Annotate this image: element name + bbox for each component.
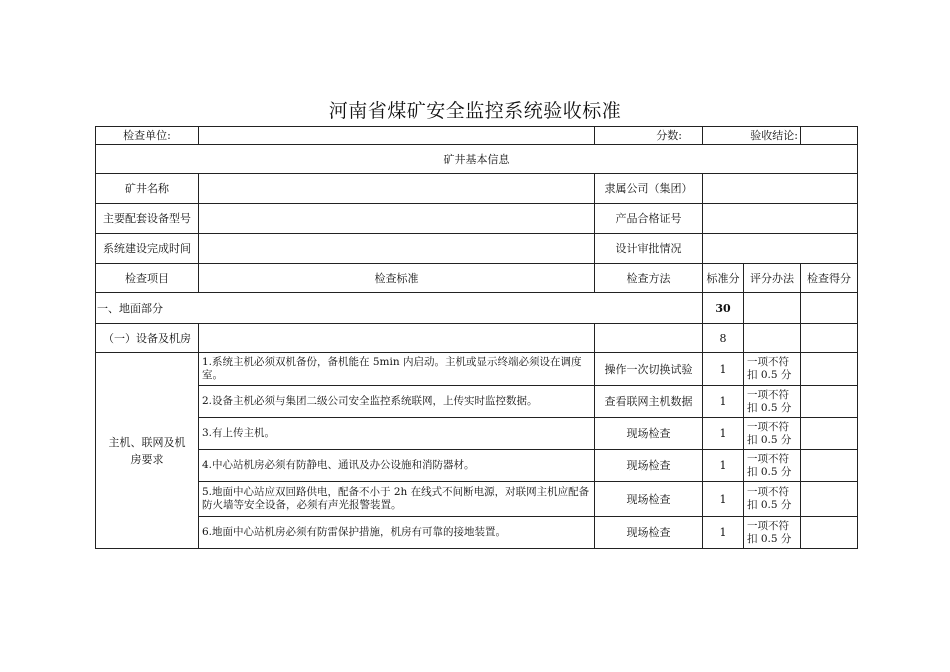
row-standard: 1.系统主机必须双机备份，备机能在 5min 内启动。主机或显示终端必须设在调度室。 xyxy=(199,353,595,386)
part-score: 30 xyxy=(703,293,744,324)
subsection-scoring xyxy=(744,324,801,353)
mine-name-value[interactable] xyxy=(199,174,595,204)
row-method: 操作一次切换试验 xyxy=(595,353,703,386)
row-standard: 2.设备主机必须与集团二级公司安全监控系统联网，上传实时监控数据。 xyxy=(199,386,595,418)
col-item: 检查项目 xyxy=(96,264,199,293)
mine-name-label: 矿井名称 xyxy=(96,174,199,204)
row-scoring: 一项不符扣 0.5 分 xyxy=(744,517,801,549)
row-result[interactable] xyxy=(801,517,858,549)
completion-time-label: 系统建设完成时间 xyxy=(96,234,199,264)
design-approval-label: 设计审批情况 xyxy=(595,234,703,264)
col-result: 检查得分 xyxy=(801,264,858,293)
cert-no-value[interactable] xyxy=(703,204,858,234)
table-row xyxy=(96,450,858,482)
header-row xyxy=(96,127,858,145)
design-approval-value[interactable] xyxy=(703,234,858,264)
subsection-label: （一）设备及机房 xyxy=(96,324,199,353)
col-standard: 检查标准 xyxy=(199,264,595,293)
row-standard: 5.地面中心站应双回路供电，配备不小于 2h 在线式不间断电源，对联网主机应配备防火墙等安全设备，必须有声光报警装置。 xyxy=(199,482,595,517)
row-score: 1 xyxy=(703,517,744,549)
column-header-row xyxy=(96,264,858,293)
subsection-row xyxy=(96,324,858,353)
subsection-method xyxy=(595,324,703,353)
row-scoring: 一项不符扣 0.5 分 xyxy=(744,450,801,482)
equipment-model-value[interactable] xyxy=(199,204,595,234)
row-method: 现场检查 xyxy=(595,418,703,450)
info-row xyxy=(96,234,858,264)
part-result[interactable] xyxy=(801,293,858,324)
part-row xyxy=(96,293,858,324)
info-row xyxy=(96,174,858,204)
row-score: 1 xyxy=(703,450,744,482)
row-score: 1 xyxy=(703,353,744,386)
col-scoring: 评分办法 xyxy=(744,264,801,293)
table-row xyxy=(96,517,858,549)
subsection-result[interactable] xyxy=(801,324,858,353)
row-standard: 4.中心站机房必须有防静电、通讯及办公设施和消防器材。 xyxy=(199,450,595,482)
row-result[interactable] xyxy=(801,450,858,482)
part-scoring xyxy=(744,293,801,324)
row-result[interactable] xyxy=(801,386,858,418)
row-method: 现场检查 xyxy=(595,482,703,517)
completion-time-value[interactable] xyxy=(199,234,595,264)
row-scoring: 一项不符扣 0.5 分 xyxy=(744,353,801,386)
row-scoring: 一项不符扣 0.5 分 xyxy=(744,418,801,450)
company-value[interactable] xyxy=(703,174,858,204)
row-result[interactable] xyxy=(801,353,858,386)
subsection-standard xyxy=(199,324,595,353)
company-label: 隶属公司（集团） xyxy=(595,174,703,204)
table-row xyxy=(96,353,858,386)
row-score: 1 xyxy=(703,482,744,517)
inspection-table xyxy=(95,126,858,549)
table-row xyxy=(96,386,858,418)
score-label: 分数: xyxy=(595,127,703,145)
row-score: 1 xyxy=(703,418,744,450)
part-label: 一、地面部分 xyxy=(96,293,703,324)
info-row xyxy=(96,204,858,234)
table-row xyxy=(96,482,858,517)
subsection-score: 8 xyxy=(703,324,744,353)
document-title: 河南省煤矿安全监控系统验收标准 xyxy=(328,100,622,122)
col-method: 检查方法 xyxy=(595,264,703,293)
table-row xyxy=(96,418,858,450)
row-standard: 6.地面中心站机房必须有防雷保护措施，机房有可靠的接地装置。 xyxy=(199,517,595,549)
row-scoring: 一项不符扣 0.5 分 xyxy=(744,482,801,517)
unit-value[interactable] xyxy=(199,127,595,145)
conclusion-label: 验收结论: xyxy=(703,127,801,145)
row-method: 现场检查 xyxy=(595,450,703,482)
section-title: 矿井基本信息 xyxy=(96,145,858,174)
col-std-score: 标准分 xyxy=(703,264,744,293)
row-result[interactable] xyxy=(801,482,858,517)
equipment-model-label: 主要配套设备型号 xyxy=(96,204,199,234)
conclusion-value[interactable] xyxy=(801,127,858,145)
row-method: 现场检查 xyxy=(595,517,703,549)
group-label: 主机、联网及机房要求 xyxy=(96,353,199,549)
row-result[interactable] xyxy=(801,418,858,450)
row-standard: 3.有上传主机。 xyxy=(199,418,595,450)
row-scoring: 一项不符扣 0.5 分 xyxy=(744,386,801,418)
cert-no-label: 产品合格证号 xyxy=(595,204,703,234)
unit-label: 检查单位: xyxy=(96,127,199,145)
row-method: 查看联网主机数据 xyxy=(595,386,703,418)
row-score: 1 xyxy=(703,386,744,418)
